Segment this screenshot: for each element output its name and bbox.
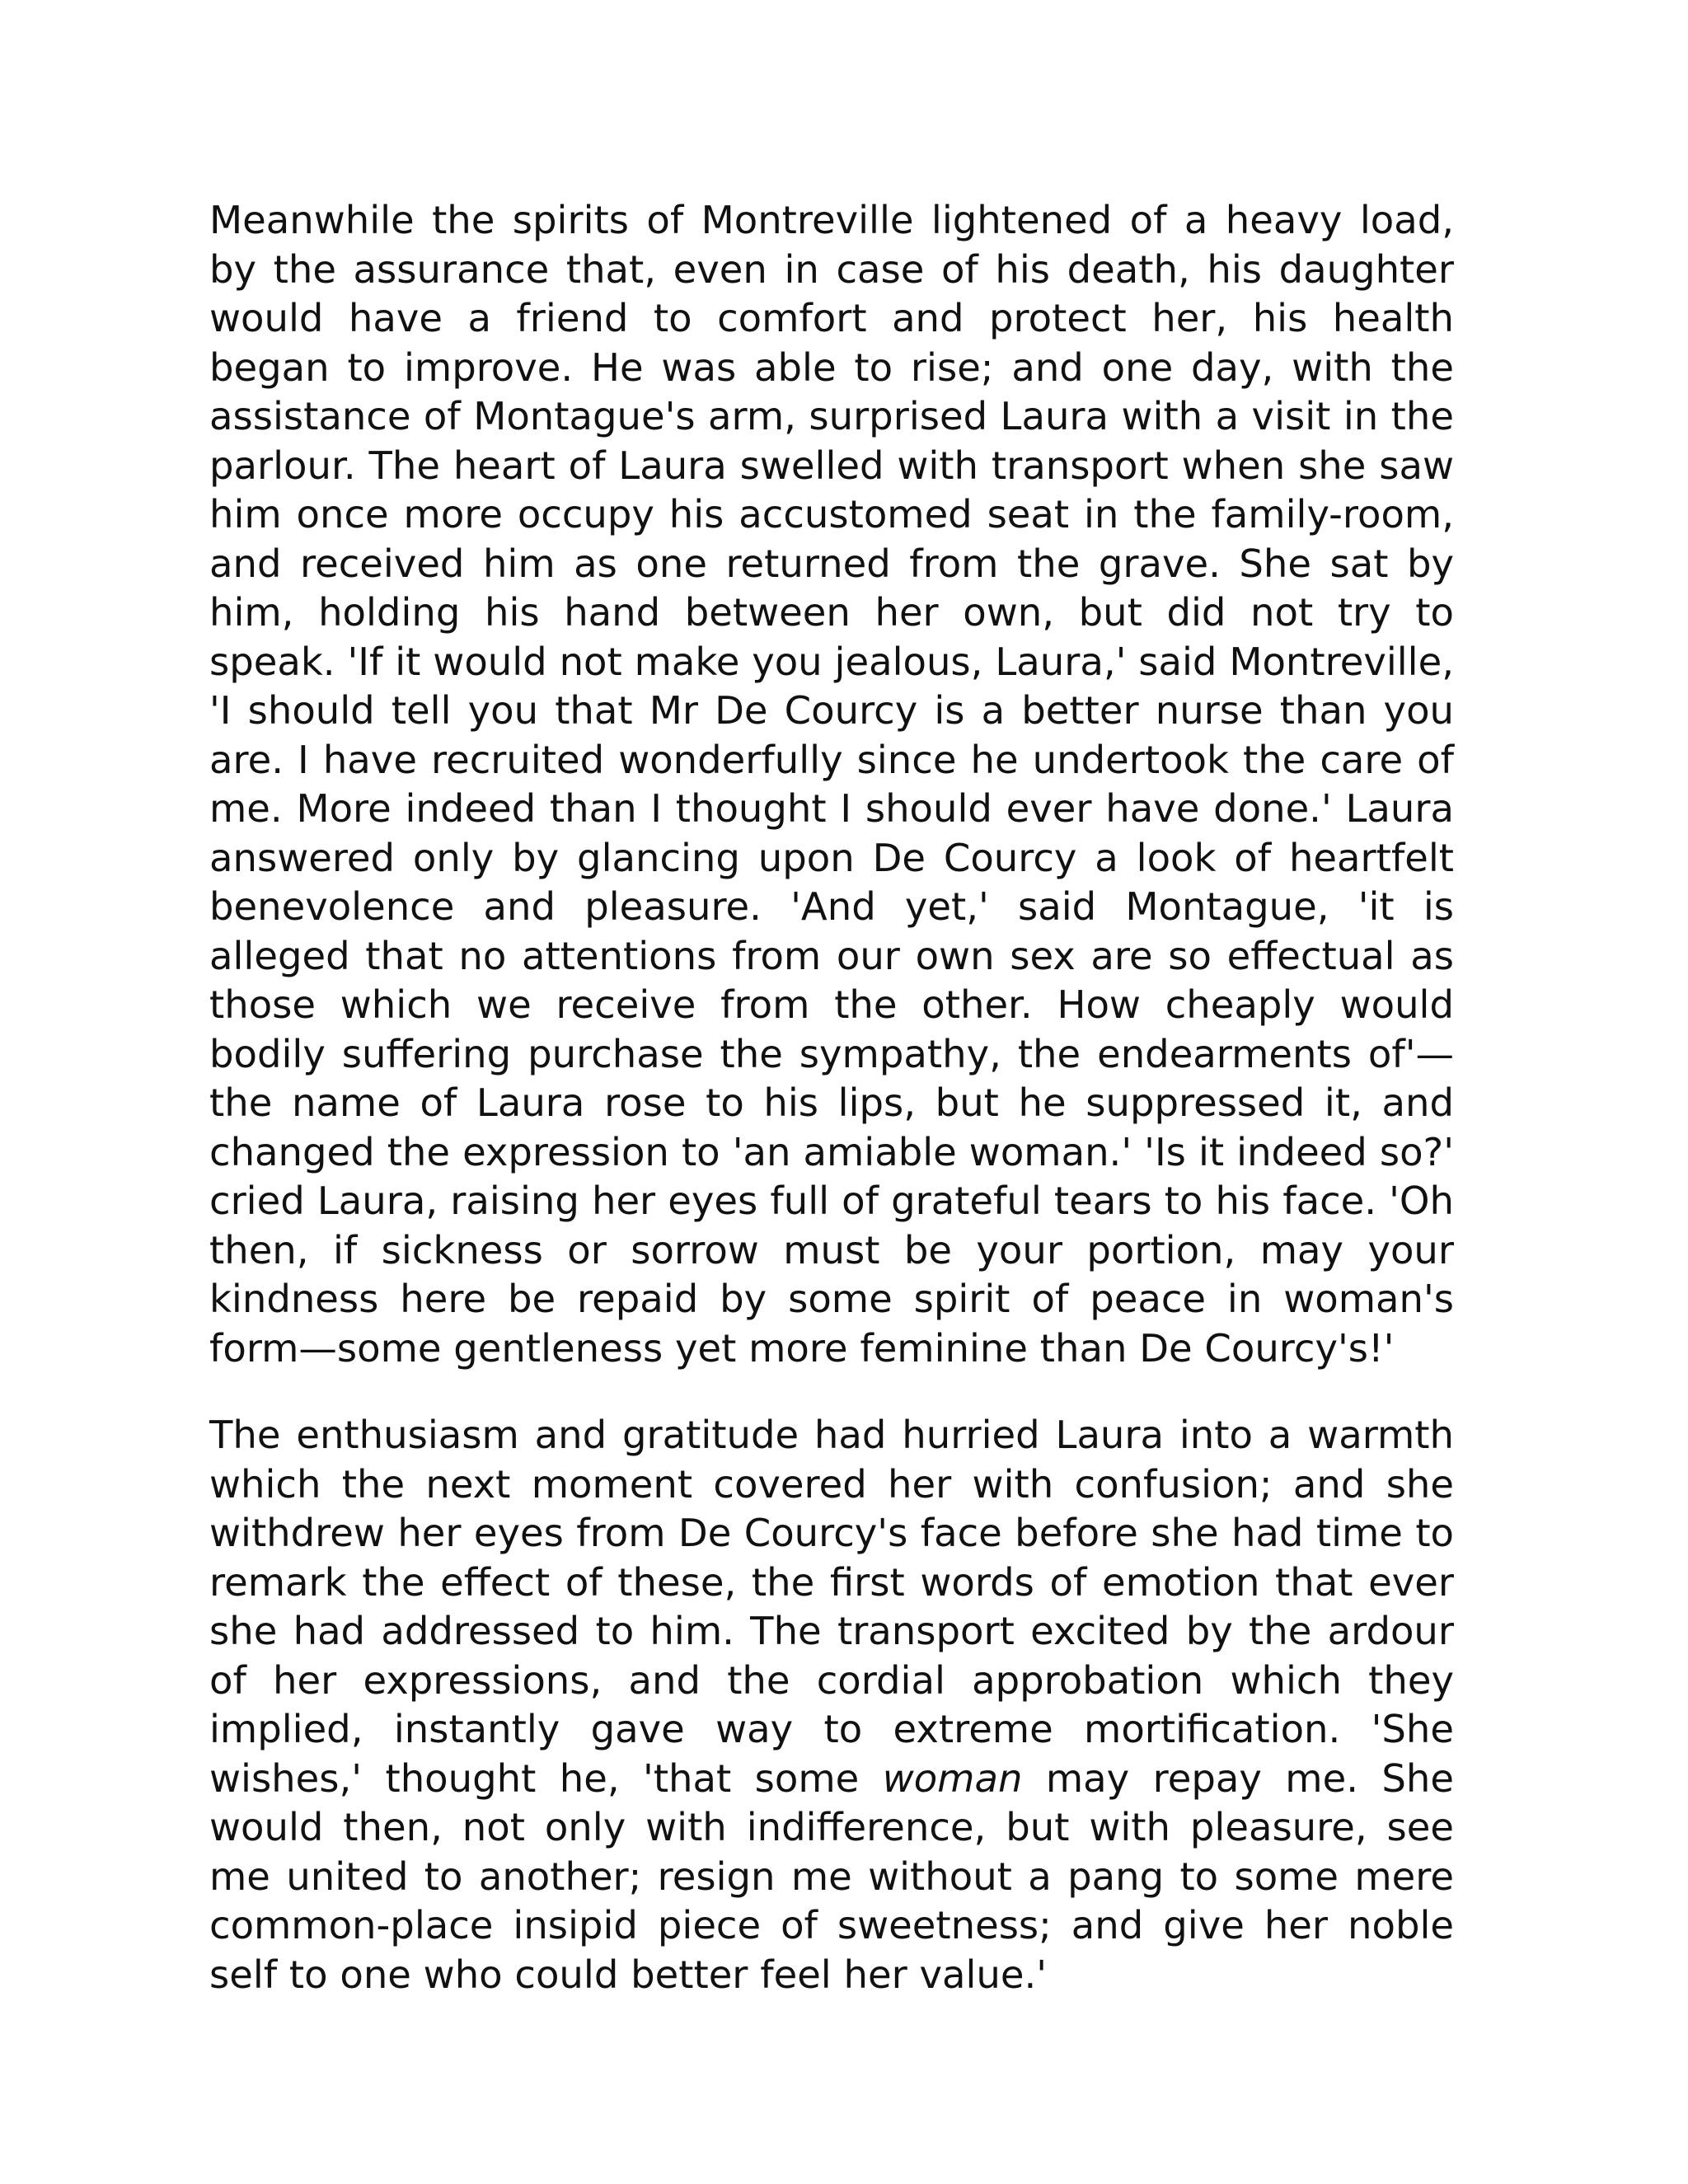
paragraph-2 (209, 1411, 1454, 1999)
paragraph-2-emphasis: woman (882, 1755, 1023, 1801)
paragraph-1-text: Meanwhile the spirits of Montreville lightened of a heavy load, by the assurance that, even in case of his death, his daughter would have a friend to comfort and protect her, his health began to improve. He was able to rise; and one day, with the assistance of Montague's arm, surprised Laura with a visit in the parlour. The heart of Laura swelled with transport when she saw him once more occupy his accustomed seat in the family-room, and received him as one returned from the grave. She sat by him, holding his hand between her own, but did not try to speak. 'If it would not make you jealous, Laura,' said Montreville, 'I should tell you that Mr De Courcy is a better nurse than you are. I have recruited wonderfully since he undertook the care of me. More indeed than I thought I should ever have done.' Laura answered only by glancing upon De Courcy a look of heartfelt benevolence and pleasure. 'And yet,' said Montague, 'it is alleged that no attentions from our own sex are so effectual as those which we receive from the other. How cheaply would bodily suffering purchase the sympathy, the endearments of'—the name of Laura rose to his lips, but he suppressed it, and changed the expression to 'an amiable woman.' 'Is it indeed so?' cried Laura, raising her eyes full of grateful tears to his face. 'Oh then, if sickness or sorrow must be your portion, may your kindness here be repaid by some spirit of peace in woman's form—some gentleness yet more feminine than De Courcy's!' (209, 198, 1454, 1371)
document-page (209, 196, 1454, 2037)
paragraph-2-text-before: The enthusiasm and gratitude had hurried Laura into a warmth which the next moment covered her with confusion; and she withdrew her eyes from De Courcy's face before she had time to remark the effect of these, the first words of emotion that ever she had addressed to him. The transport excited by the ardour of her expressions, and the cordial approbation which they implied, instantly gave way to extreme mortification. 'She wishes,' thought he, 'that some (209, 1413, 1454, 1801)
paragraph-2-text-after: may repay me. She would then, not only with indifference, but with pleasure, see me united to another; resign me without a pang to some mere common-place insipid piece of sweetness; and give her noble self to one who could better feel her value.' (209, 1755, 1455, 1997)
paragraph-1 (209, 196, 1454, 1373)
